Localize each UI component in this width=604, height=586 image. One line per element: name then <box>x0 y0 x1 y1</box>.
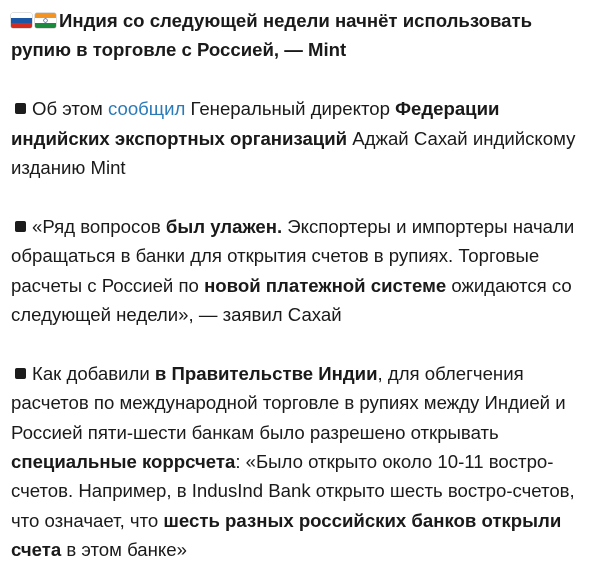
p1-text-1: Об этом <box>32 98 108 120</box>
p2-bold-2: новой платежной системе <box>204 274 447 296</box>
p3-text-4: в этом банке» <box>61 539 187 561</box>
black-square-icon <box>15 221 26 232</box>
p1-text-3: Аджай Сахай индийскому изданию Mint <box>11 127 576 179</box>
paragraph-source <box>11 94 594 182</box>
post-title <box>11 6 594 65</box>
black-square-icon <box>15 103 26 114</box>
source-link[interactable]: сообщил <box>107 98 186 120</box>
russia-flag-icon <box>11 13 32 28</box>
p2-text-2: Экспортеры и импортеры начали обращаться в банки для открытия счетов в рупиях. Торговые расчеты с Россией по <box>11 215 575 296</box>
p2-text-3: ожидаются со следующей недели», — заявил Сахай <box>11 274 572 326</box>
black-square-icon <box>15 368 26 379</box>
p1-text-2: Генеральный директор <box>185 98 396 120</box>
p3-text-2: , для облегчения расчетов по международной торговле в рупиях между Индией и Россией пяти-шести банкам было разрешено открывать <box>11 362 566 443</box>
p3-text-3: : «Было открыто около 10-11 востро-счетов. Например, в IndusInd Bank открыто шесть востро-счетов, что означает, что <box>11 451 575 531</box>
paragraph-government <box>11 359 594 565</box>
post-title-text: Индия со следующей недели начнёт использовать рупию в торговле с Россией, — Mint <box>11 10 533 61</box>
p2-bold-1: был улажен. <box>165 215 283 237</box>
p3-text-1: Как добавили <box>32 362 155 384</box>
p3-bold-3: шесть разных российских банков открыли счета <box>11 509 562 561</box>
p3-bold-1: в Правительстве Индии <box>154 362 378 384</box>
india-flag-icon <box>35 13 56 28</box>
p2-text-1: «Ряд вопросов <box>32 215 166 237</box>
p3-bold-2: специальные коррсчета <box>11 451 236 473</box>
paragraph-quote <box>11 212 594 330</box>
p1-bold-1: Федерации индийских экспортных организаций <box>11 98 500 149</box>
